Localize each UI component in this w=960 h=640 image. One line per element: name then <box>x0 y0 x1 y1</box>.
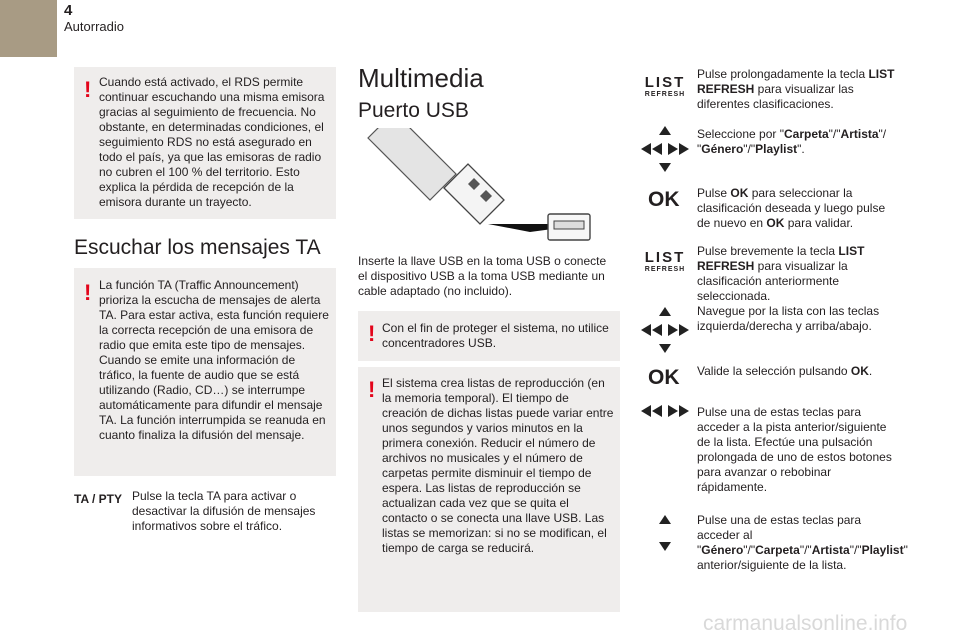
warning-icon: ! <box>84 280 92 305</box>
rds-warning-box <box>74 67 336 219</box>
usb-instruction: Inserte la llave USB en la toma USB o conecte el dispositivo USB a la toma USB mediante un cable adaptado (no incluido). <box>358 254 607 298</box>
usb-warning-text-1: Con el fin de proteger el sistema, no utilice concentradores USB. <box>382 321 609 350</box>
section-subtitle: Puerto USB <box>358 99 469 122</box>
instruction-validate: Valide la selección pulsando OK. <box>697 364 873 378</box>
usb-warning-text-2: El sistema crea listas de reproducción (en la memoria temporal). El tiempo de creación de dichas listas puede variar entre unos segundos y varios minutos en la primera conexión. Reducir el número de archivos no musicales y el número de carpetas permite disminuir el tiempo de espera. Las listas de reproducción se actualizan cada vez que se quita el contacto o se conecta una llave USB. Las listas se memorizan: si no se modifican, el tiempo de carga se reducirá. <box>382 376 614 555</box>
four-way-arrows-icon <box>641 307 689 353</box>
usb-warning-box-2 <box>358 367 620 612</box>
chapter-title: Autorradio <box>64 19 124 34</box>
instruction-navigate: Navegue por la lista con las teclas izquierda/derecha y arriba/abajo. <box>697 304 880 333</box>
instruction-select-sort: Seleccione por "Carpeta"/"Artista"/ "Género"/"Playlist". <box>697 127 887 156</box>
rds-warning-text: Cuando está activado, el RDS permite continuar escuchando una misma emisora gracias al seguimiento de frecuencia. No obstante, en determinadas condiciones, el seguimiento RDS no está asegurado en todo el país, ya que las emisoras de radio no cubren el 100 % del territorio. Esto explica la pérdida de recepción de la emisora durante un trayecto. <box>99 75 325 209</box>
ta-pty-text: Pulse la tecla TA para activar o desactivar la difusión de mensajes informativos sobre el tráfico. <box>132 489 316 533</box>
instruction-track: Pulse una de estas teclas para acceder a la pista anterior/siguiente de la lista. Efectúe una pulsación prolongada de uno de estos botones para avanzar o rebobinar rápidamente. <box>697 405 892 494</box>
instruction-list-refresh-short: Pulse brevemente la tecla LIST REFRESH para visualizar la clasificación anteriormente seleccionada. <box>697 244 865 303</box>
left-right-arrows-icon <box>641 404 689 418</box>
ta-warning-box <box>74 268 336 476</box>
ta-heading: Escuchar los mensajes TA <box>74 236 321 259</box>
list-refresh-icon: LIST REFRESH <box>644 74 686 98</box>
ok-icon: OK <box>648 366 680 389</box>
page-number: 4 <box>64 2 73 19</box>
instruction-ok-select: Pulse OK para seleccionar la clasificación deseada y luego pulse de nuevo en OK para validar. <box>697 186 886 230</box>
warning-icon: ! <box>84 77 92 102</box>
instruction-list-refresh-long: Pulse prolongadamente la tecla LIST REFRESH para visualizar las diferentes clasificaciones. <box>697 67 895 111</box>
warning-icon: ! <box>368 321 376 346</box>
section-title: Multimedia <box>358 63 484 93</box>
list-refresh-icon: LIST REFRESH <box>644 249 686 273</box>
instruction-category: Pulse una de estas teclas para acceder al "Género"/"Carpeta"/"Artista"/"Playlist" anterior/siguiente de la lista. <box>697 513 908 572</box>
ta-warning-text: La función TA (Traffic Announcement) prioriza la escucha de mensajes de alerta TA. Para estar activa, esta función requiere la correcta recepción de una emisora de radio que emita este tipo de mensajes. Cuando se emite una información de tráfico, la fuente de audio que se está utilizando (Radio, CD…) se interrumpe automáticamente para difundir el mensaje TA. La función interrumpida se reanuda en cuanto finaliza la difusión del mensaje. <box>99 278 329 442</box>
warning-icon: ! <box>368 377 376 402</box>
watermark: carmanualsonline.info <box>703 612 908 635</box>
usb-key-illustration <box>360 128 600 246</box>
usb-warning-box-1 <box>358 311 620 361</box>
chapter-tab <box>0 0 57 57</box>
ta-pty-button-label: TA / PTY <box>74 492 122 506</box>
ok-icon: OK <box>648 188 680 211</box>
four-way-arrows-icon <box>641 126 689 172</box>
up-down-arrows-icon <box>658 515 672 551</box>
